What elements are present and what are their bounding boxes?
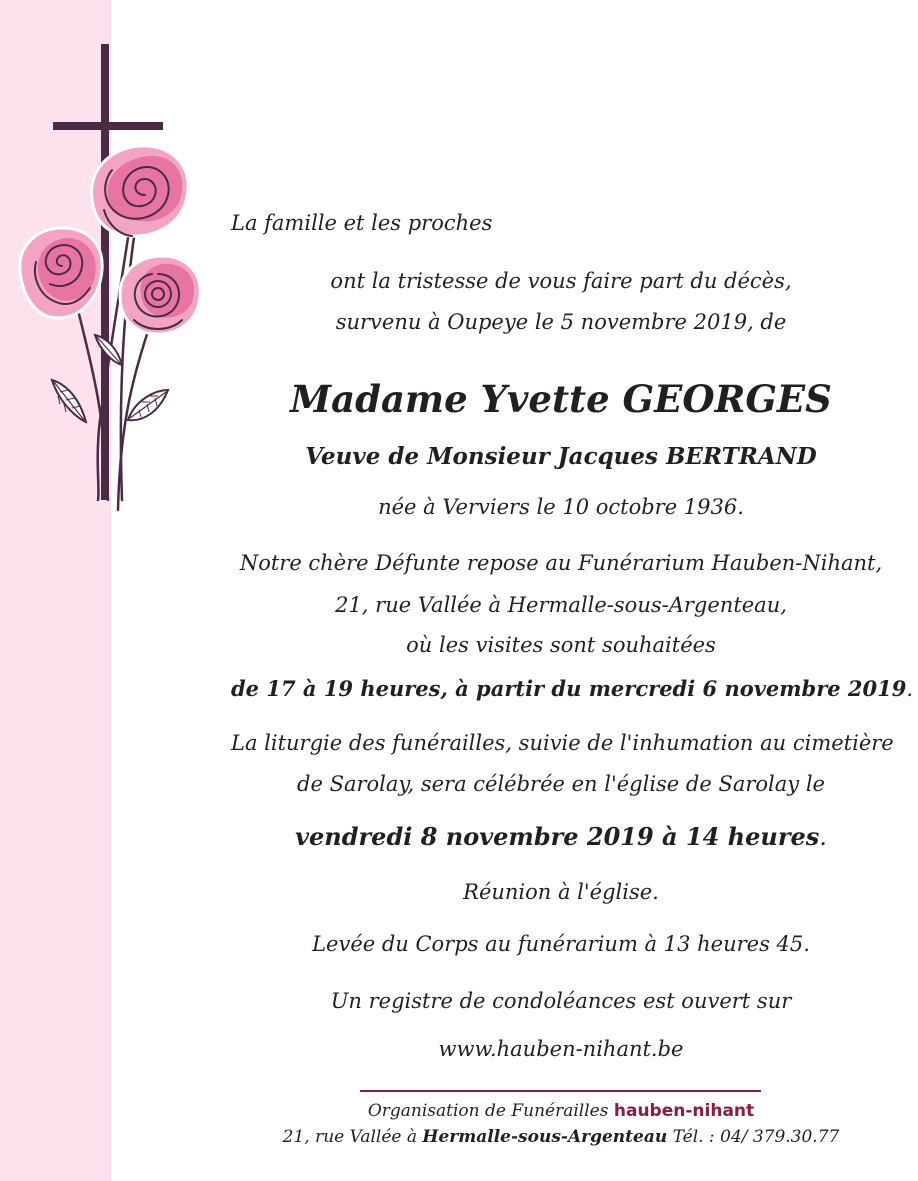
intro-line: La famille et les proches <box>231 211 493 235</box>
brand-logo: hauben-nihant <box>613 1101 755 1121</box>
footer-organisation <box>231 1100 891 1122</box>
leaves <box>52 335 168 422</box>
visits-line <box>231 676 914 702</box>
rose-right <box>120 256 200 334</box>
cross-horizontal <box>53 122 163 130</box>
footer-phone: Tél. : 04/ 379.30.77 <box>672 1127 840 1147</box>
birth-line: née à Verviers le 10 octobre 1936. <box>378 495 744 519</box>
ceremony-date: vendredi 8 novembre 2019 à 14 heures <box>295 822 820 851</box>
visits-hours: de 17 à 19 heures, à partir du mercredi 6 novembre 2019 <box>231 676 907 701</box>
footer-org-label: Organisation de Funérailles <box>367 1101 609 1121</box>
liturgy-line-1: La liturgie des funérailles, suivie de l'inhumation au cimetière <box>231 731 894 755</box>
register-line: Un registre de condoléances est ouvert sur <box>330 989 792 1013</box>
announcement-line-2: survenu à Oupeye le 5 novembre 2019, de <box>335 310 787 334</box>
rose-top <box>92 146 189 236</box>
deceased-name: Madame Yvette GEORGES <box>290 377 832 421</box>
meeting-line: Réunion à l'église. <box>463 880 659 904</box>
cross-roses-illustration <box>0 30 230 530</box>
ceremony-line <box>231 824 891 850</box>
liturgy-line-2: de Sarolay, sera célébrée en l'église de Sarolay le <box>297 772 825 796</box>
footer-address <box>231 1126 891 1148</box>
levee-line: Levée du Corps au funérarium à 13 heures 45. <box>312 932 810 956</box>
rest-line-1: Notre chère Défunte repose au Funérarium Hauben-Nihant, <box>239 551 883 575</box>
widow-of: Veuve de Monsieur Jacques BERTRAND <box>305 443 817 470</box>
ceremony-period: . <box>819 823 827 851</box>
website-link[interactable]: www.hauben-nihant.be <box>438 1037 684 1061</box>
rest-line-3: où les visites sont souhaitées <box>406 633 716 657</box>
rose-left <box>20 228 102 318</box>
footer-divider <box>360 1090 761 1092</box>
visits-period: . <box>906 677 914 701</box>
announcement-line-1: ont la tristesse de vous faire part du décès, <box>330 269 792 293</box>
rest-line-2: 21, rue Vallée à Hermalle-sous-Argenteau, <box>335 593 787 617</box>
footer-address-prefix: 21, rue Vallée à <box>282 1127 418 1147</box>
footer-address-city: Hermalle-sous-Argenteau <box>422 1127 668 1147</box>
